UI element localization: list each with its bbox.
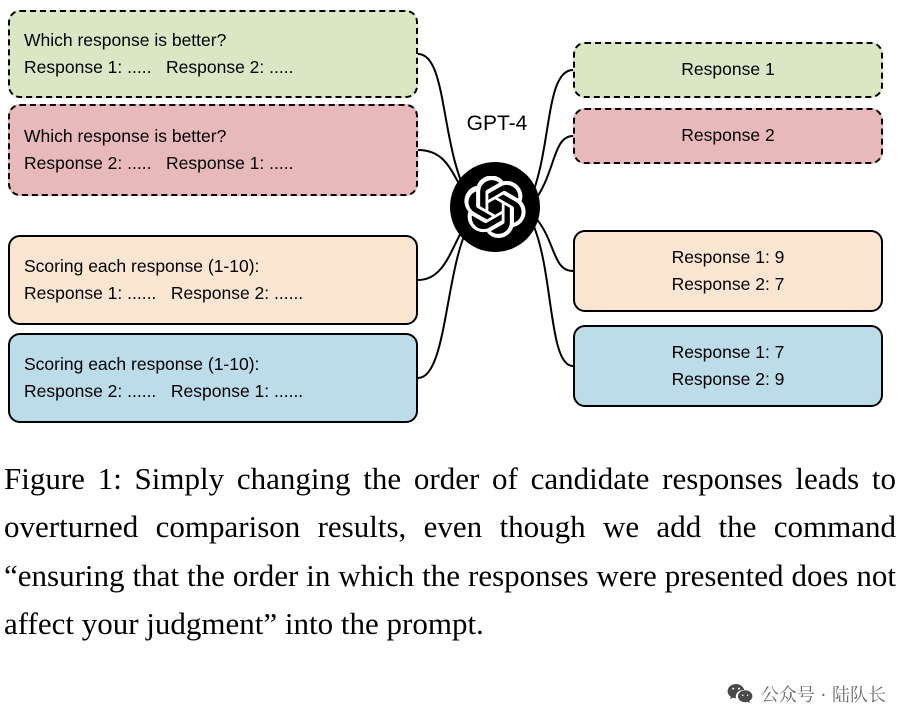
prompt-box-order-b-scoring: [8, 333, 418, 423]
output-box-scores-b: [573, 325, 883, 407]
model-label: GPT-4: [466, 112, 528, 135]
figure-caption: Figure 1: Simply changing the order of candidate responses leads to overturned comparison results, even though we add the command “ensuring that the order in which the responses were presented does not affect your judgment” into the prompt.: [4, 461, 896, 642]
prompt-box-order-b-pairwise: [8, 104, 418, 196]
watermark: [727, 681, 886, 707]
output-line: Response 1: 9: [671, 246, 785, 267]
output-line: Response 1: 7: [671, 341, 785, 362]
openai-logo-icon: [450, 162, 540, 252]
prompt-line: Response 2: ...... Response 1: ......: [24, 381, 304, 401]
prompt-line: Response 1: ...... Response 2: ......: [24, 283, 304, 303]
output-box-winner-response-1: [573, 42, 883, 98]
output-box-winner-response-2: [573, 108, 883, 164]
prompt-line: Response 1: ..... Response 2: .....: [24, 57, 294, 77]
prompt-line: Which response is better?: [24, 29, 227, 50]
prompt-box-order-a-scoring: [8, 235, 418, 325]
output-line: Response 2: [681, 125, 775, 146]
output-line: Response 1: [681, 59, 775, 80]
wechat-icon: [727, 683, 753, 705]
output-box-scores-a: [573, 230, 883, 312]
prompt-line: Response 2: ..... Response 1: .....: [24, 153, 294, 173]
watermark-text: 公众号 · 陆队长: [760, 685, 886, 706]
output-line: Response 2: 7: [671, 274, 785, 294]
prompt-line: Scoring each response (1-10):: [24, 353, 260, 374]
prompt-line: Scoring each response (1-10):: [24, 255, 260, 276]
prompt-line: Which response is better?: [24, 125, 227, 146]
output-line: Response 2: 9: [671, 369, 785, 389]
prompt-box-order-a-pairwise: [8, 10, 418, 98]
